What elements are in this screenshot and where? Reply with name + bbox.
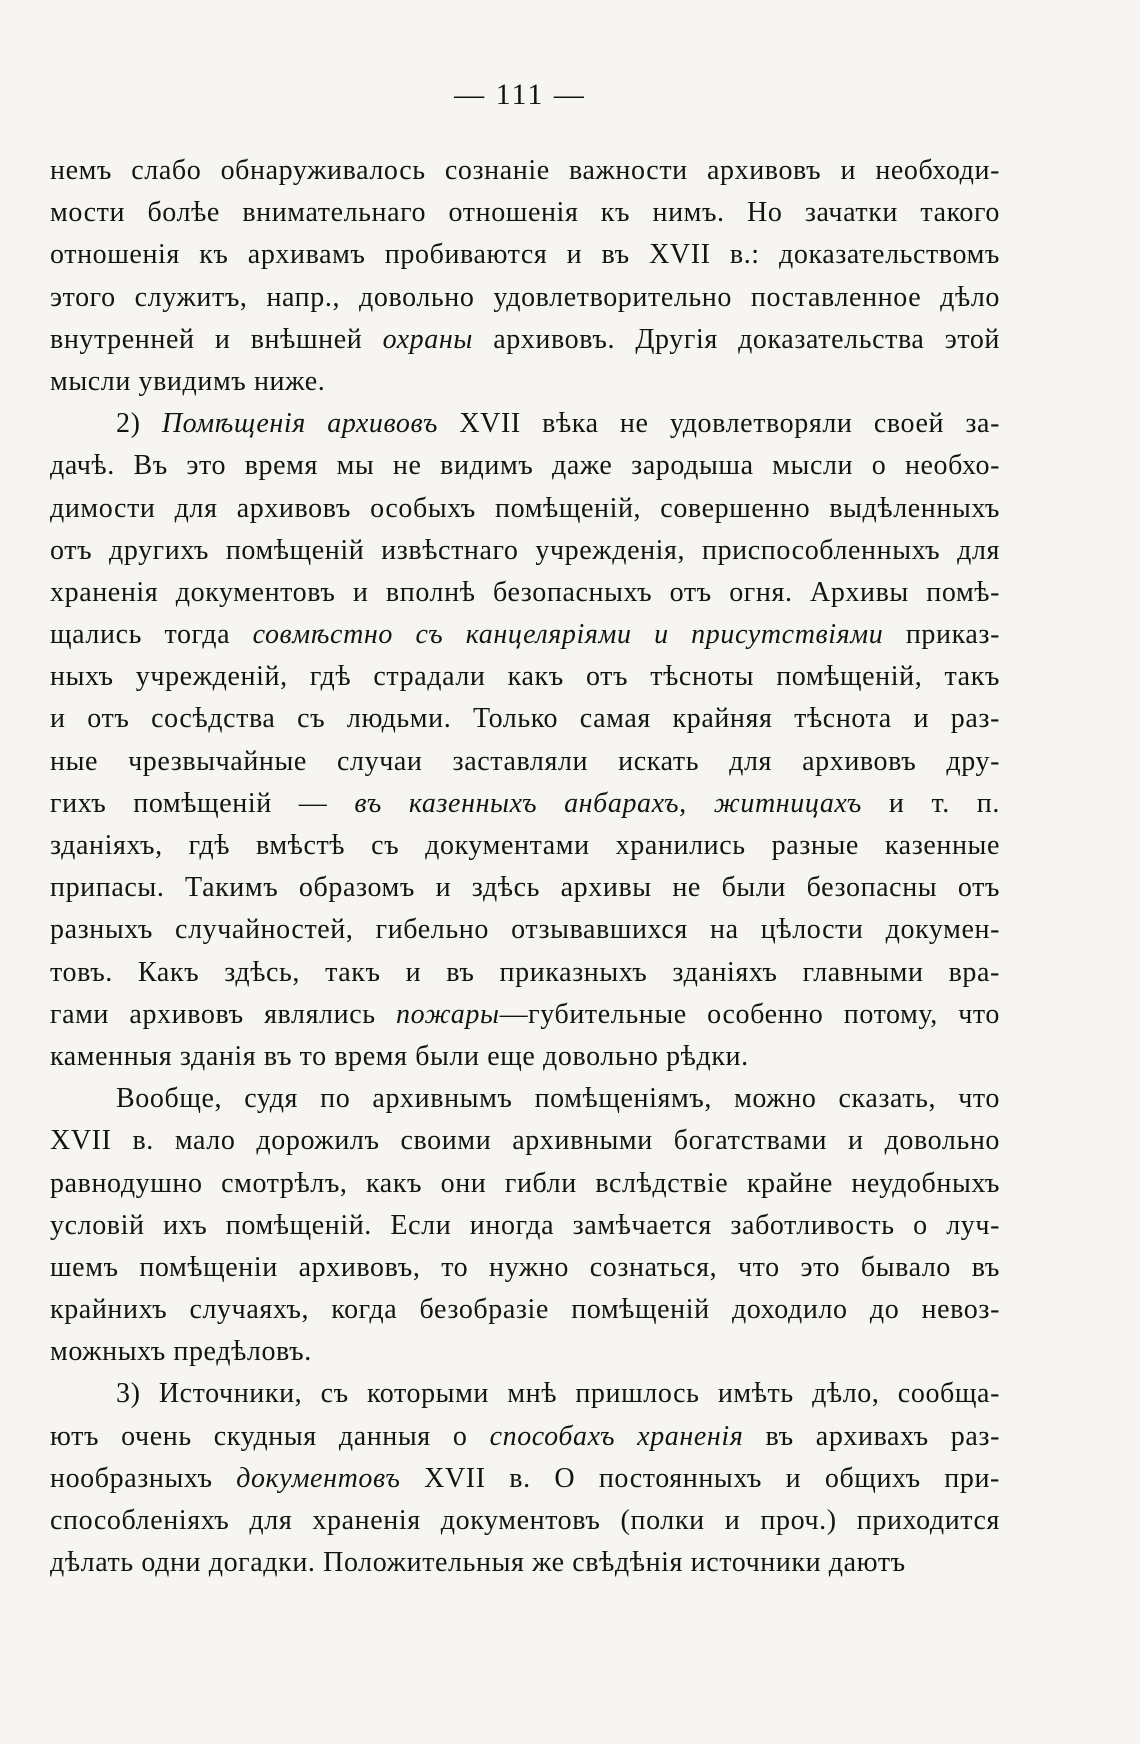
text-line <box>50 319 1000 361</box>
text-line <box>50 1331 1000 1373</box>
text-line <box>50 1373 1000 1415</box>
text-span: немъ слабо обнаруживалось сознаніе важности архивовъ и необходи- <box>50 155 1000 186</box>
text-line <box>50 698 1000 740</box>
text-span: мости болѣе внимательнаго отношенія къ нимъ. Но зачатки такого <box>50 197 1000 229</box>
text-span: условій ихъ помѣщеній. Если иногда замѣчается заботливость о луч- <box>50 1209 1000 1241</box>
text-span: способленіяхъ для храненія документовъ (полки и проч.) приходится <box>50 1505 1000 1536</box>
text-span: мысли увидимъ ниже. <box>50 365 326 397</box>
text-line <box>50 277 1000 319</box>
text-line <box>50 403 1000 445</box>
text-line <box>50 1078 1000 1120</box>
text-span: нообразныхъ <box>50 1462 237 1494</box>
italic-emphasis: пожары <box>396 998 500 1030</box>
text-span: разныхъ случайностей, гибельно отзывавшихся на цѣлости докумен- <box>50 914 1000 946</box>
text-span: отъ другихъ помѣщеній извѣстнаго учрежденія, приспособленныхъ для <box>50 534 1000 566</box>
italic-emphasis: Помѣщенія архивовъ <box>161 408 439 440</box>
italic-emphasis: документовъ <box>236 1462 401 1494</box>
body-text <box>50 150 1000 1584</box>
text-line <box>50 488 1000 530</box>
text-line <box>50 530 1000 572</box>
text-span: ютъ очень скудныя данныя о <box>50 1420 490 1452</box>
text-span: 2) <box>116 408 162 440</box>
text-span: этого служитъ, напр., довольно удовлетворительно поставленное дѣло <box>50 281 1000 313</box>
text-span: димости для архивовъ особыхъ помѣщеній, совершенно выдѣленныхъ <box>50 492 1000 524</box>
text-span: и отъ сосѣдства съ людьми. Только самая крайняя тѣснота и раз- <box>50 703 1000 735</box>
text-line <box>50 1120 1000 1162</box>
text-span: каменныя зданія въ то время были еще довольно рѣдки. <box>50 1040 749 1072</box>
text-span: въ архивахъ раз- <box>743 1420 1000 1452</box>
text-line <box>50 783 1000 825</box>
text-span: архивовъ. Другія доказательства этой <box>472 323 1000 355</box>
italic-emphasis: совмѣстно съ канцеляріями и присутствіями <box>252 619 884 651</box>
text-span: и т. п. <box>861 787 1000 819</box>
text-span: гами архивовъ являлись <box>50 998 397 1030</box>
text-span: крайнихъ случаяхъ, когда безобразіе помѣщеній доходило до невоз- <box>50 1294 1000 1326</box>
text-line <box>50 1542 1000 1584</box>
text-span: товъ. Какъ здѣсь, такъ и въ приказныхъ зданіяхъ главными вра- <box>50 956 1000 988</box>
text-span: дачѣ. Въ это время мы не видимъ даже зародыша мысли о необхо- <box>50 450 1000 482</box>
text-line <box>50 150 1000 192</box>
text-span: XVII в. мало дорожилъ своими архивными богатствами и довольно <box>50 1125 1000 1157</box>
text-span: равнодушно смотрѣлъ, какъ они гибли вслѣдствіе крайне неудобныхъ <box>50 1167 1000 1199</box>
text-line <box>50 1458 1000 1500</box>
text-span: XVII в. О постоянныхъ и общихъ при- <box>400 1462 1000 1494</box>
text-span: ныхъ учрежденій, гдѣ страдали какъ отъ тѣсноты помѣщеній, такъ <box>50 661 1000 693</box>
text-span: Вообще, судя по архивнымъ помѣщеніямъ, можно сказать, что <box>116 1083 1000 1115</box>
text-span: щались тогда <box>50 619 253 651</box>
text-line <box>50 825 1000 867</box>
text-span: зданіяхъ, гдѣ вмѣстѣ съ документами хранились разные казенные <box>50 830 1000 861</box>
text-span: шемъ помѣщеніи архивовъ, то нужно сознаться, что это бывало въ <box>50 1251 1000 1283</box>
text-line <box>50 361 1000 403</box>
text-line <box>50 1416 1000 1458</box>
text-line <box>50 1289 1000 1331</box>
text-line <box>50 656 1000 698</box>
paragraph <box>50 403 1000 1078</box>
text-line <box>50 192 1000 234</box>
text-line <box>50 1036 1000 1078</box>
italic-emphasis: охраны <box>382 323 473 355</box>
italic-emphasis: въ казенныхъ анбарахъ, житницахъ <box>354 787 862 819</box>
text-line <box>50 1247 1000 1289</box>
text-span: 3) Источники, съ которыми мнѣ пришлось имѣть дѣло, сообща- <box>116 1378 1000 1410</box>
text-line <box>50 952 1000 994</box>
text-line <box>50 867 1000 909</box>
text-span: XVII вѣка не удовлетворяли своей за- <box>438 408 1001 440</box>
text-line <box>50 614 1000 656</box>
text-span: внутренней и внѣшней <box>50 323 383 355</box>
paragraph <box>50 1078 1000 1373</box>
italic-emphasis: способахъ храненія <box>489 1420 744 1452</box>
text-line <box>50 1205 1000 1247</box>
text-span: —губительные особенно потому, что <box>499 998 1000 1030</box>
text-line <box>50 445 1000 487</box>
text-span: можныхъ предѣловъ. <box>50 1336 312 1368</box>
text-span: дѣлать одни догадки. Положительныя же свѣдѣнія источники даютъ <box>50 1547 906 1579</box>
text-line <box>50 1163 1000 1205</box>
text-line <box>50 909 1000 951</box>
text-span: гихъ помѣщеній — <box>50 787 355 819</box>
text-line <box>50 1500 1000 1542</box>
text-span: приказ- <box>883 619 1001 651</box>
text-span: припасы. Такимъ образомъ и здѣсь архивы не были безопасны отъ <box>50 872 1000 904</box>
text-span: ные чрезвычайные случаи заставляли искать для архивовъ дру- <box>50 745 1000 777</box>
text-line <box>50 572 1000 614</box>
paragraph <box>50 1373 1000 1584</box>
text-line <box>50 994 1000 1036</box>
text-span: отношенія къ архивамъ пробиваются и въ XVII в.: доказательствомъ <box>50 239 1000 271</box>
text-span: храненія документовъ и вполнѣ безопасныхъ отъ огня. Архивы помѣ- <box>50 576 1000 608</box>
text-line <box>50 234 1000 276</box>
paragraph <box>50 150 1000 403</box>
page-number: — 111 — <box>454 78 586 111</box>
text-line <box>50 741 1000 783</box>
